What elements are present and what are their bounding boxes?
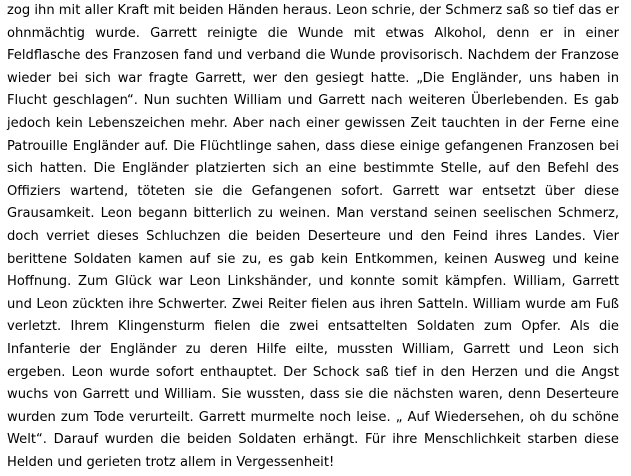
text-line-3: Feldflasche des Franzosen fand und verband die Wunde provisorisch. Nachdem der Franzose: [7, 48, 619, 64]
text-line-14: und Leon zückten ihre Schwerter. Zwei Reiter fielen aus ihren Satteln. William wurde am Fuß: [7, 296, 619, 312]
text-line-5: Flucht geschlagen“. Nun suchten William und Garrett nach weiteren Überlebenden. Es gab: [7, 93, 619, 109]
text-line-1: zog ihn mit aller Kraft mit beiden Händen heraus. Leon schrie, der Schmerz saß so tief das er: [7, 3, 619, 18]
text-line-4: wieder bei sich war fragte Garrett, wer den gesiegt hatte. „Die Engländer, uns haben in: [7, 70, 619, 86]
text-line-15: verletzt. Ihrem Klingensturm fielen die zwei entsattelten Soldaten zum Opfer. Als die: [7, 319, 619, 335]
text-line-17: ergeben. Leon wurde sofort enthauptet. Der Schock saß tief in den Herzen und die Angst: [7, 364, 619, 380]
text-line-19: wurden zum Tode verurteilt. Garrett murmelte noch leise. „ Auf Wiedersehen, oh du schöne: [7, 409, 619, 425]
text-line-13: Hoffnung. Zum Glück war Leon Linkshänder, und konnte somit kämpfen. William, Garrett: [7, 274, 619, 290]
text-line-12: berittene Soldaten kamen auf sie zu, es gab kein Entkommen, keinen Ausweg und keine: [7, 251, 619, 267]
text-line-16: Infanterie der Engländer zu deren Hilfe eilte, mussten William, Garrett und Leon sich: [7, 341, 619, 357]
text-line-7: Patrouille Engländer auf. Die Flüchtlinge sahen, dass diese einige gefangenen Franzosen bei: [7, 138, 619, 154]
text-line-11: doch verriet dieses Schluchzen die beiden Deserteure und den Feind ihres Landes. Vier: [7, 228, 619, 244]
text-line-20: Welt“. Darauf wurden die beiden Soldaten erhängt. Für ihre Menschlichkeit starben diese: [7, 432, 619, 448]
paragraph: [7, 0, 619, 474]
text-line-6: jedoch kein Lebenszeichen mehr. Aber nach einer gewissen Zeit tauchten in der Ferne eine: [7, 115, 619, 131]
text-line-10: Grausamkeit. Leon begann bitterlich zu weinen. Man verstand seinen seelischen Schmerz,: [7, 206, 619, 222]
text-line-9: Offiziers wartend, töteten sie die Gefangenen sofort. Garrett war entsetzt über diese: [7, 183, 619, 199]
text-line-21: Helden und gerieten trotz allem in Vergessenheit!: [7, 454, 335, 470]
text-line-18: wuchs von Garrett und William. Sie wussten, dass sie die nächsten waren, denn Deserteure: [7, 387, 619, 403]
text-line-2: ohnmächtig wurde. Garrett reinigte die Wunde mit etwas Alkohol, denn er in einer: [7, 25, 619, 41]
document-page: [7, 0, 619, 474]
text-line-8: sich hatten. Die Engländer platzierten sich an eine bestimmte Stelle, auf den Befehl des: [7, 161, 619, 177]
